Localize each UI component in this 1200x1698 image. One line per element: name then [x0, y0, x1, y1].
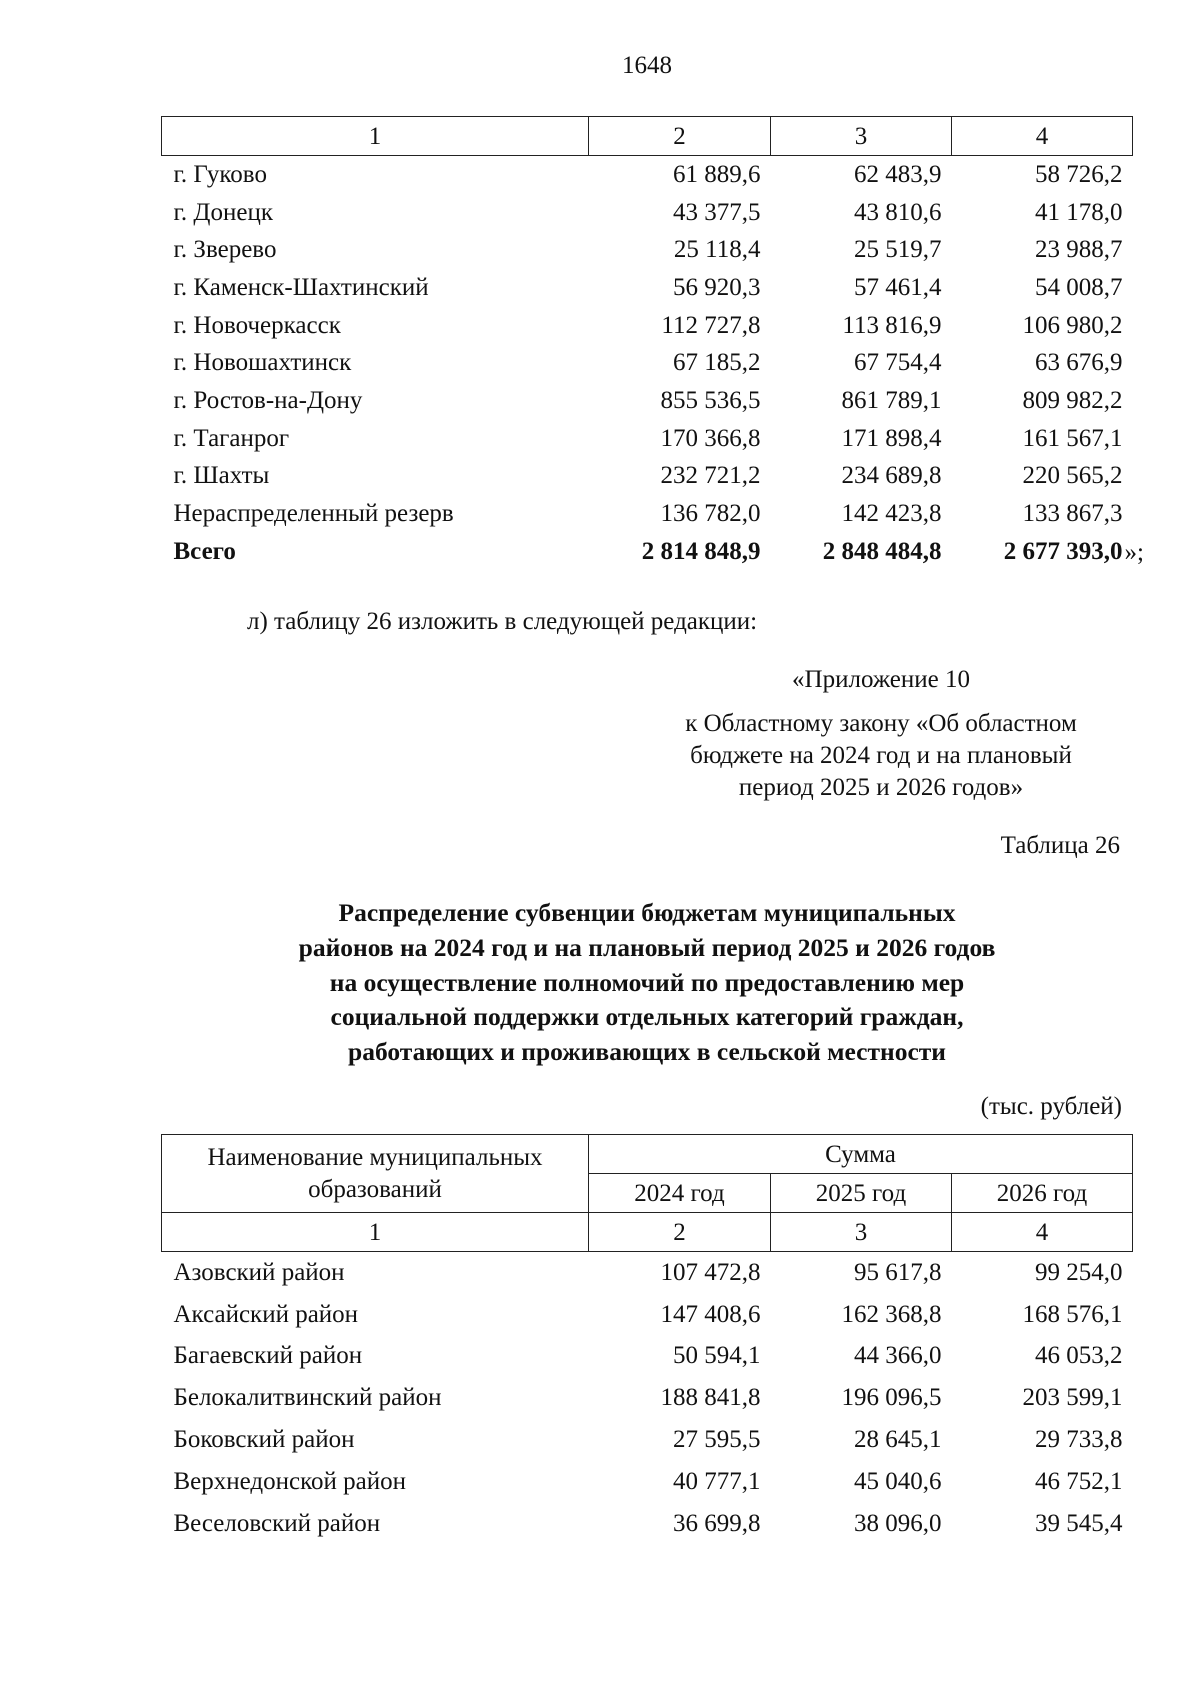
value-2024: 50 594,1 [673, 1342, 761, 1370]
column-number: 2 [589, 1213, 771, 1252]
column-number-row [162, 1213, 1133, 1252]
value-2024: 67 185,2 [673, 349, 761, 377]
total-2026: 2 677 393,0 [1003, 537, 1123, 565]
value-2026: 106 980,2 [1022, 311, 1123, 339]
value-2026: 46 053,2 [1035, 1342, 1123, 1370]
value-2024: 855 536,5 [660, 386, 761, 414]
municipality-name: г. Донецк [173, 198, 273, 226]
column-number: 3 [771, 117, 952, 156]
header-line: образований [308, 1175, 442, 1203]
municipality-name: Азовский район [173, 1258, 345, 1286]
value-2026: 168 576,1 [1022, 1300, 1123, 1328]
table-row [162, 307, 1133, 345]
table-row [162, 1377, 1133, 1419]
municipality-name: г. Ростов-на-Дону [173, 386, 363, 414]
appendix-number: «Приложение 10 [792, 666, 970, 693]
appendix-line: бюджете на 2024 год и на плановый [690, 741, 1072, 769]
value-2025: 113 816,9 [842, 311, 942, 339]
value-2025: 95 617,8 [854, 1258, 942, 1286]
title-line: работающих и проживающих в сельской местности [348, 1037, 946, 1067]
year-header: 2024 год [589, 1174, 771, 1213]
total-2024: 2 814 848,9 [641, 537, 761, 565]
value-2024: 40 777,1 [673, 1467, 761, 1495]
value-2025: 43 810,6 [854, 198, 942, 226]
municipality-name: г. Таганрог [173, 424, 290, 452]
value-2025: 57 461,4 [854, 273, 942, 301]
municipality-name: г. Зверево [173, 236, 277, 264]
table-row [162, 382, 1133, 420]
value-2025: 45 040,6 [854, 1467, 942, 1495]
total-label: Всего [173, 537, 236, 565]
table-row [162, 231, 1133, 269]
value-2026: 54 008,7 [1035, 273, 1123, 301]
municipality-name: Белокалитвинский район [173, 1384, 442, 1412]
municipality-header [162, 1135, 589, 1213]
municipality-name: Боковский район [173, 1426, 355, 1454]
header-row [162, 1135, 1133, 1174]
value-2026: 220 565,2 [1022, 462, 1123, 490]
year-header: 2026 год [952, 1174, 1133, 1213]
amendment-paragraph: л) таблицу 26 изложить в следующей редакции: [247, 608, 758, 635]
value-2025: 162 368,8 [841, 1300, 942, 1328]
municipality-name: Аксайский район [173, 1300, 359, 1328]
value-2024: 170 366,8 [660, 424, 761, 452]
value-2024: 188 841,8 [660, 1384, 761, 1412]
table-row [162, 458, 1133, 496]
table-row [162, 1294, 1133, 1336]
value-2024: 56 920,3 [673, 273, 761, 301]
value-2025: 196 096,5 [841, 1384, 942, 1412]
value-2026: 23 988,7 [1035, 236, 1123, 264]
value-2026: 63 676,9 [1035, 349, 1123, 377]
value-2024: 107 472,8 [660, 1258, 761, 1286]
table-row [162, 1252, 1133, 1294]
value-2024: 136 782,0 [660, 500, 761, 528]
value-2024: 36 699,8 [673, 1509, 761, 1537]
table-row [162, 156, 1133, 194]
column-number: 1 [162, 1213, 589, 1252]
closing-quote: »; [1124, 538, 1144, 566]
table-row [162, 495, 1133, 533]
municipality-name: г. Гуково [173, 160, 267, 188]
title-line: Распределение субвенции бюджетам муниципальных [338, 898, 956, 927]
sum-header: Сумма [589, 1135, 1133, 1174]
column-number: 4 [952, 1213, 1133, 1252]
municipality-name: Нераспределенный резерв [173, 500, 454, 528]
municipality-name: Багаевский район [173, 1342, 363, 1370]
value-2025: 62 483,9 [854, 160, 942, 188]
table-row [162, 1336, 1133, 1378]
value-2026: 809 982,2 [1022, 386, 1123, 414]
table-row [162, 194, 1133, 232]
value-2025: 234 689,8 [841, 462, 942, 490]
value-2025: 25 519,7 [854, 236, 942, 264]
column-number-row [162, 117, 1133, 156]
title-line: на осуществление полномочий по предоставлению мер [329, 967, 965, 997]
municipality-name: г. Каменск-Шахтинский [173, 273, 429, 301]
appendix-line: к Областному закону «Об областном [685, 710, 1077, 737]
title-line: районов на 2024 год и на плановый период 2025 и 2026 годов [298, 932, 996, 962]
value-2024: 61 889,6 [673, 160, 761, 188]
table-row [162, 420, 1133, 458]
value-2026: 99 254,0 [1035, 1258, 1123, 1286]
value-2025: 38 096,0 [854, 1509, 942, 1537]
value-2024: 232 721,2 [660, 462, 761, 490]
table-row [162, 269, 1133, 307]
value-2026: 39 545,4 [1035, 1509, 1123, 1537]
municipality-name: Веселовский район [173, 1509, 381, 1537]
value-2024: 147 408,6 [660, 1300, 761, 1328]
value-2026: 133 867,3 [1022, 500, 1123, 528]
value-2024: 27 595,5 [673, 1426, 761, 1454]
year-header: 2025 год [771, 1174, 952, 1213]
page-number: 1648 [622, 52, 672, 79]
value-2025: 171 898,4 [841, 424, 942, 452]
bottom-table [161, 1134, 1133, 1545]
municipality-name: г. Новошахтинск [173, 349, 352, 377]
value-2025: 67 754,4 [854, 349, 942, 377]
value-2026: 161 567,1 [1022, 424, 1123, 452]
table-row [162, 1419, 1133, 1461]
column-number: 2 [589, 117, 771, 156]
header-line: Наименование муниципальных [207, 1144, 543, 1172]
total-2025: 2 848 484,8 [822, 537, 942, 565]
column-number: 4 [952, 117, 1133, 156]
value-2026: 203 599,1 [1022, 1384, 1123, 1412]
column-number: 1 [162, 117, 589, 156]
value-2026: 29 733,8 [1035, 1426, 1123, 1454]
value-2025: 142 423,8 [841, 500, 942, 528]
table-row [162, 1461, 1133, 1503]
municipality-name: г. Новочеркасск [173, 311, 341, 339]
appendix-reference [620, 708, 1142, 803]
value-2026: 41 178,0 [1035, 198, 1123, 226]
municipality-name: г. Шахты [173, 462, 270, 490]
value-2025: 28 645,1 [854, 1426, 942, 1454]
top-table [161, 116, 1133, 571]
municipality-name: Верхнедонской район [173, 1467, 406, 1495]
value-2024: 43 377,5 [673, 198, 761, 226]
table-row [162, 1503, 1133, 1545]
value-2026: 46 752,1 [1035, 1467, 1123, 1495]
value-2024: 112 727,8 [661, 311, 761, 339]
total-row [162, 533, 1133, 571]
value-2026: 58 726,2 [1035, 160, 1123, 188]
value-2025: 44 366,0 [854, 1342, 942, 1370]
column-number: 3 [771, 1213, 952, 1252]
title-line: социальной поддержки отдельных категорий граждан, [330, 1002, 964, 1032]
units-label: (тыс. рублей) [980, 1093, 1122, 1120]
table-label: Таблица 26 [1000, 832, 1120, 859]
appendix-line: период 2025 и 2026 годов» [738, 773, 1024, 801]
table-row [162, 344, 1133, 382]
value-2025: 861 789,1 [841, 386, 942, 414]
table-title [160, 896, 1134, 1070]
value-2024: 25 118,4 [673, 236, 761, 264]
